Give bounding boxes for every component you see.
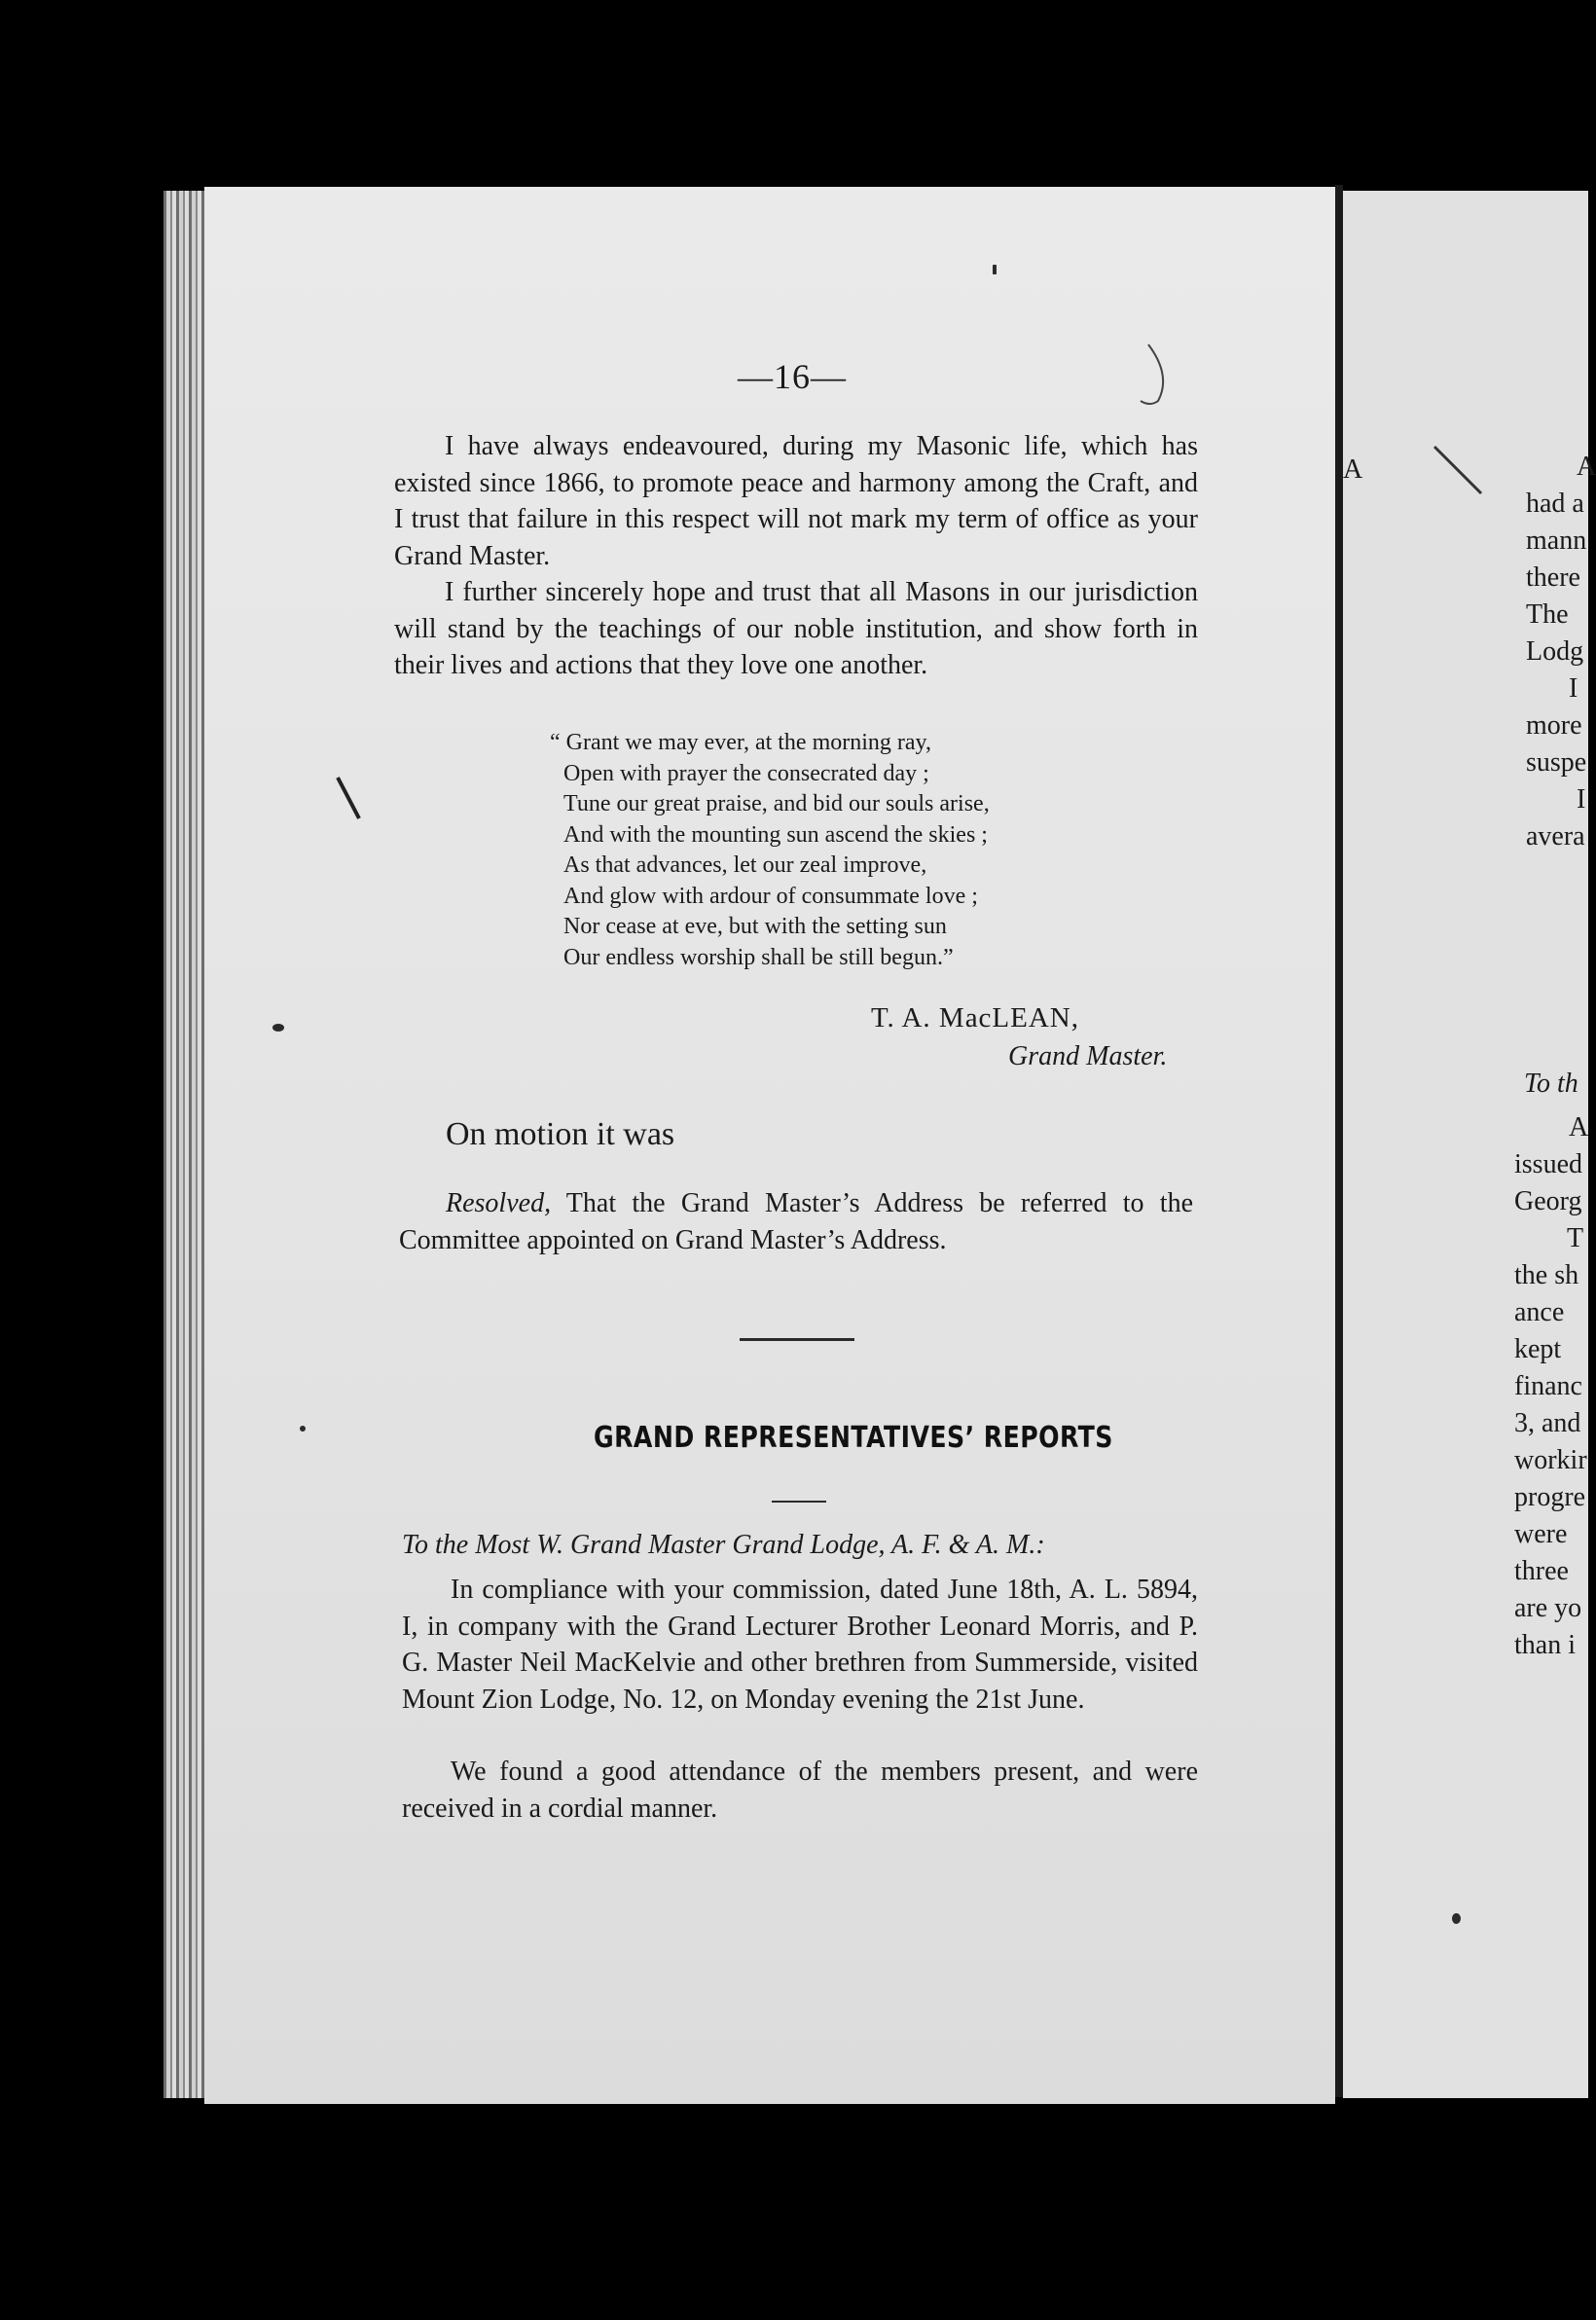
poem-line: Our endless worship shall be still begun.” [563, 944, 954, 970]
ink-speck [300, 1426, 306, 1432]
right-fragment: the sh [1514, 1260, 1579, 1290]
resolution-paragraph [399, 1185, 1193, 1258]
right-fragment: kept [1514, 1334, 1562, 1364]
motion-line: On motion it was [446, 1116, 675, 1152]
right-fragment: A [1577, 452, 1596, 482]
page-number: —16— [738, 357, 847, 396]
right-fragment: had a [1526, 489, 1584, 519]
right-fragment: I [1569, 673, 1578, 704]
right-fragment: A [1343, 454, 1363, 485]
right-fragment: I [1577, 784, 1586, 815]
ink-speck [272, 1024, 284, 1032]
poem-line: “ Grant we may ever, at the morning ray, [550, 730, 931, 755]
right-fragment: more [1526, 710, 1582, 741]
left-page [204, 187, 1335, 2104]
right-fragment: suspe [1526, 747, 1587, 778]
signer-title: Grand Master. [1008, 1041, 1168, 1071]
ink-stroke [336, 776, 365, 824]
right-fragment: issued [1514, 1149, 1582, 1179]
poem-block [550, 728, 990, 973]
right-fragment: To th [1524, 1069, 1578, 1099]
right-fragment: workir [1514, 1445, 1587, 1475]
poem-line: Tune our great praise, and bid our souls arise, [563, 791, 990, 816]
right-fragment: Georg [1514, 1186, 1582, 1216]
right-fragment: there [1526, 562, 1580, 593]
page-gutter [1335, 185, 1343, 2097]
resolved-label: Resolved, [446, 1188, 552, 1218]
poem-line: And with the mounting sun ascend the skies ; [563, 821, 988, 848]
right-fragment: T [1567, 1223, 1584, 1253]
heading-underline [772, 1501, 826, 1503]
report-paragraph-compliance: In compliance with your commission, dated June 18th, A. L. 5894, I, in company with the Grand Lecturer Brother Leonard Morris, and P. G. Master Neil MacKelvie and other brethren from Summerside, visited Mount Zion Lodge, No. 12, on Monday evening the 21st June. [402, 1575, 1198, 1715]
signer-name: T. A. MacLEAN, [871, 1002, 1079, 1033]
right-fragment: ance [1514, 1297, 1565, 1327]
poem-line: And glow with ardour of consummate love ; [563, 883, 978, 909]
poem-line: As that advances, let our zeal improve, [563, 852, 927, 878]
right-fragment: were [1514, 1519, 1568, 1549]
right-fragment: mann [1526, 526, 1587, 556]
paragraph-masonic-life: I have always endeavoured, during my Masonic life, which has existed since 1866, to promote peace and harmony among the Craft, and I trust that failure in this respect will not mark my term of office as your Grand Master. [394, 431, 1198, 571]
poem-line: Nor cease at eve, but with the setting sun [563, 914, 947, 939]
right-fragment: The [1526, 599, 1569, 630]
section-heading: GRAND REPRESENTATIVES’ REPORTS [594, 1421, 1113, 1455]
right-fragment: three [1514, 1556, 1569, 1586]
report-paragraph-attendance: We found a good attendance of the members present, and were received in a cordial manner. [402, 1757, 1198, 1824]
ink-stroke [1431, 443, 1489, 501]
pencil-mark [1139, 343, 1178, 411]
right-fragment: financ [1514, 1371, 1582, 1401]
right-fragment: are yo [1514, 1593, 1582, 1623]
salutation: To the Most W. Grand Master Grand Lodge, A. F. & A. M.: [402, 1530, 1045, 1560]
resolved-text: That the Grand Master’s Address be referred to the Committee appointed on Grand Master’s Address. [399, 1188, 1193, 1255]
right-fragment: avera [1526, 821, 1585, 852]
right-fragment: progre [1514, 1482, 1586, 1512]
ink-speck [1452, 1913, 1461, 1924]
ink-speck [993, 265, 997, 274]
section-divider [740, 1338, 854, 1341]
right-fragment: Lodg [1526, 636, 1584, 667]
poem-line: Open with prayer the consecrated day ; [563, 760, 929, 786]
right-fragment: 3, and [1514, 1408, 1581, 1438]
paragraph-further-hope: I further sincerely hope and trust that all Masons in our jurisdiction will stand by the teachings of our noble institution, and show forth in their lives and actions that they love one another. [394, 577, 1198, 680]
right-fragment: than i [1514, 1630, 1576, 1660]
right-fragment: A [1569, 1112, 1589, 1142]
